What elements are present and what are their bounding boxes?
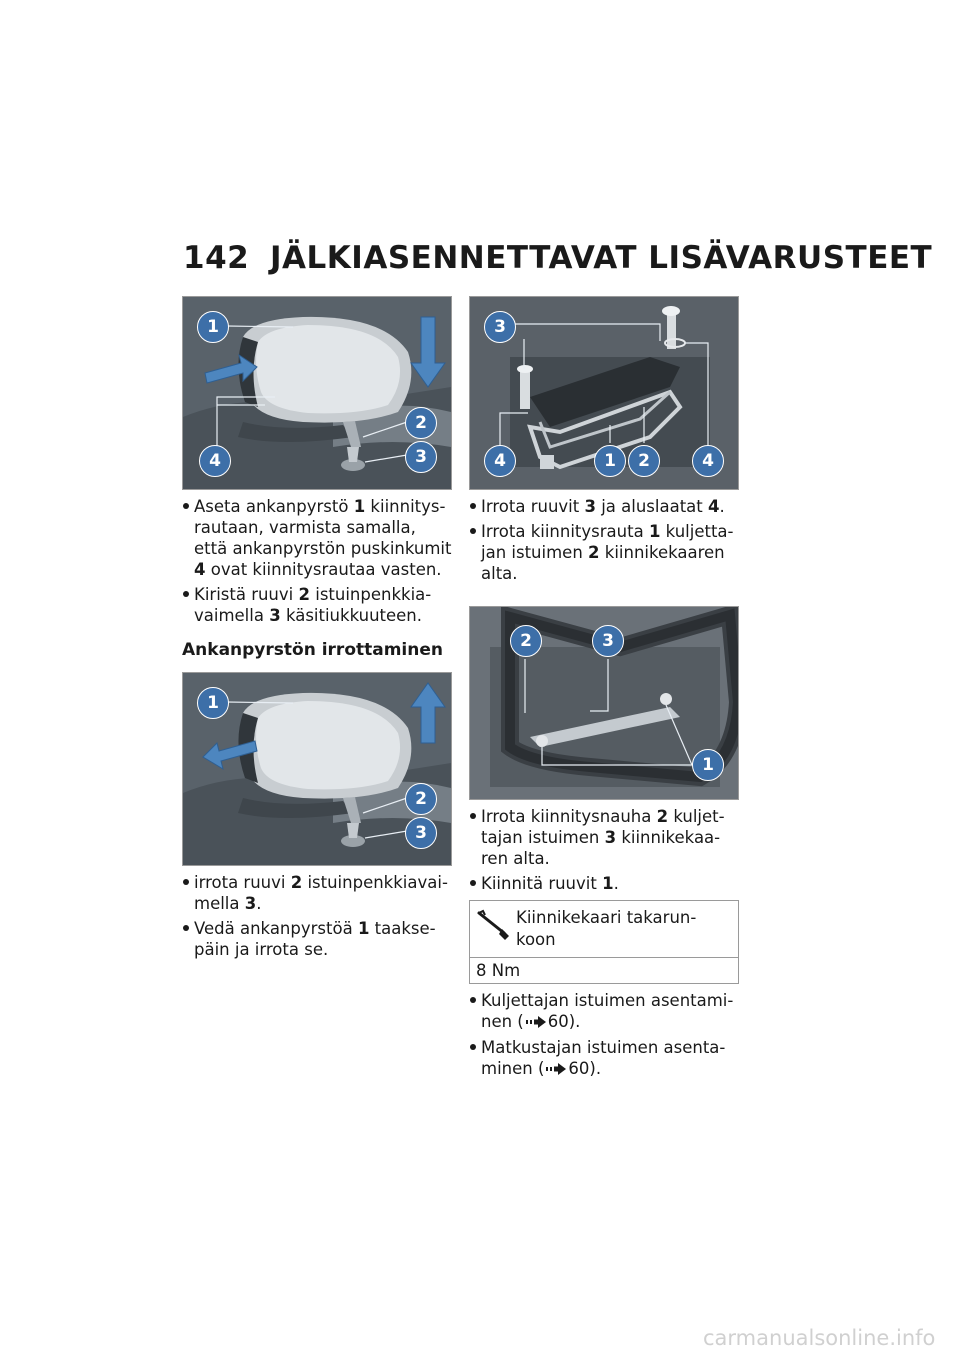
callout-2: 2 [510,625,542,657]
watermark: carmanualsonline.info [703,1326,936,1350]
torque-spec-label: Kiinnikekaari takarun-koon [516,908,697,949]
step-item: Vedä ankanpyrstöä 1 taakse-päin ja irrota se. [182,918,452,960]
figure-strap [469,606,739,800]
callout-3: 3 [592,625,624,657]
callout-1: 1 [594,445,626,477]
callout-2: 2 [628,445,660,477]
step-list-seats [469,990,739,1080]
callout-2: 2 [405,407,437,439]
step-list-strap [469,806,739,894]
step-item: irrota ruuvi 2 istuinpenkkiavai-mella 3. [182,872,452,914]
page-number: 142 [183,240,250,276]
page-reference-arrow-icon [546,1059,566,1080]
callout-3: 3 [405,817,437,849]
step-item: Irrota kiinnitysrauta 1 kuljetta-jan istuimen 2 kiinnikekaaren alta. [469,521,739,584]
callout-1: 1 [197,311,229,343]
callout-2: 2 [405,783,437,815]
step-item: Kuljettajan istuimen asentami-nen ( 60). [469,990,739,1033]
figure-bracket-screws [469,296,739,490]
step-list-attach [182,496,452,626]
step-item: Kiristä ruuvi 2 istuinpenkkia-vaimella 3 käsitiukkuuteen. [182,584,452,626]
page-reference-arrow-icon [526,1012,546,1033]
step-item: Aseta ankanpyrstö 1 kiinnitys-rautaan, varmista samalla, että ankanpyrstön puskinkumit 4 ovat kiinnitysrautaa vasten. [182,496,452,580]
step-item: Matkustajan istuimen asenta-minen ( 60). [469,1037,739,1080]
step-item: Kiinnitä ruuvit 1. [469,873,739,894]
figure-attach-tail [182,296,452,490]
callout-4: 4 [484,445,516,477]
torque-spec-header [470,901,738,958]
page-reference[interactable]: 60 [547,1012,569,1031]
page-header [183,240,933,280]
torque-spec-value: 8 Nm [476,961,521,980]
right-column [469,296,739,1084]
callout-3: 3 [484,311,516,343]
step-list-bracket [469,496,739,584]
callout-1: 1 [692,749,724,781]
torque-spec-table [469,900,739,984]
step-list-remove [182,872,452,960]
chapter-title: JÄLKIASENNETTAVAT LISÄVARUSTEET [270,240,933,276]
left-column [182,296,452,964]
callout-3: 3 [405,441,437,473]
step-item: Irrota ruuvit 3 ja aluslaatat 4. [469,496,739,517]
callout-1: 1 [197,687,229,719]
torque-wrench-icon [476,909,512,947]
step-item: Irrota kiinnitysnauha 2 kuljet-tajan istuimen 3 kiinnikekaa-ren alta. [469,806,739,869]
page-reference[interactable]: 60 [568,1059,590,1078]
figure-remove-tail [182,672,452,866]
callout-4: 4 [199,445,231,477]
callout-4-right: 4 [692,445,724,477]
section-heading-removal: Ankanpyrstön irrottaminen [182,640,443,660]
